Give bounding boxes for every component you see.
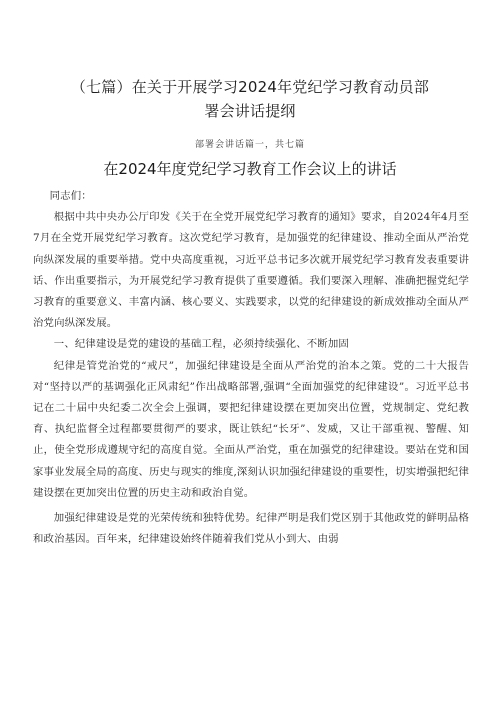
document-title-line-2: 署会讲话提纲 bbox=[204, 102, 296, 120]
paragraph-tradition: 加强纪律建设是党的光荣传统和独特优势。纪律严明是我们党区别于其他政党的鲜明品格和政治基因。百年来，纪律建设始终伴随着我们党从小到大、由弱 bbox=[33, 512, 469, 546]
salutation: 同志们： bbox=[49, 190, 92, 202]
section-heading-1: 一、纪律建设是党的建设的基础工程，必须持续强化、不断加固 bbox=[53, 338, 349, 351]
document-title-line-1: （七篇）在关于开展学习2024年党纪学习教育动员部 bbox=[70, 78, 430, 96]
speech-title: 在2024年度党纪学习教育工作会议上的讲话 bbox=[103, 160, 397, 178]
body-text bbox=[33, 186, 469, 550]
section-label: 部署会讲话篇一，共七篇 bbox=[194, 140, 305, 150]
paragraph-discipline: 纪律是管党治党的“戒尺”，加强纪律建设是全面从严治党的治本之策。党的二十大报告对“坚持以严的基调强化正风肃纪”作出战略部署,强调“全面加强党的纪律建设”。习近平总书记在二十届中央纪委二次全会上强调，要把纪律建设摆在更加突出位置，党规制定、党纪教育、执纪监督全过程都要贯彻严的要求，既让铁纪“长牙”、发威，又让干部重视、警醒、知止，使全党形成遵规守纪的高度自觉。全面从严治党，重在加强党的纪律建设。要站在党和国家事业发展全局的高度、历史与现实的维度,深刻认识加强纪律建设的重要性，切实增强把纪律建设摆在更加突出位置的历史主动和政治自觉。 bbox=[33, 359, 469, 499]
paragraph-intro: 根据中共中央办公厅印发《关于在全党开展党纪学习教育的通知》要求，自2024年4月至7月在全党开展党纪学习教育。这次党纪学习教育，是加强党的纪律建设、推动全面从严治党向纵深发展的重要举措。党中央高度重视，习近平总书记多次就开展党纪学习教育发表重要讲话、作出重要指示，为开展党纪学习教育提供了重要遵循。我们要深入理解、准确把握党纪学习教育的重要意义、丰富内涵、核心要义、实践要求，以党的纪律建设的新成效推动全面从严治党向纵深发展。 bbox=[33, 211, 469, 330]
